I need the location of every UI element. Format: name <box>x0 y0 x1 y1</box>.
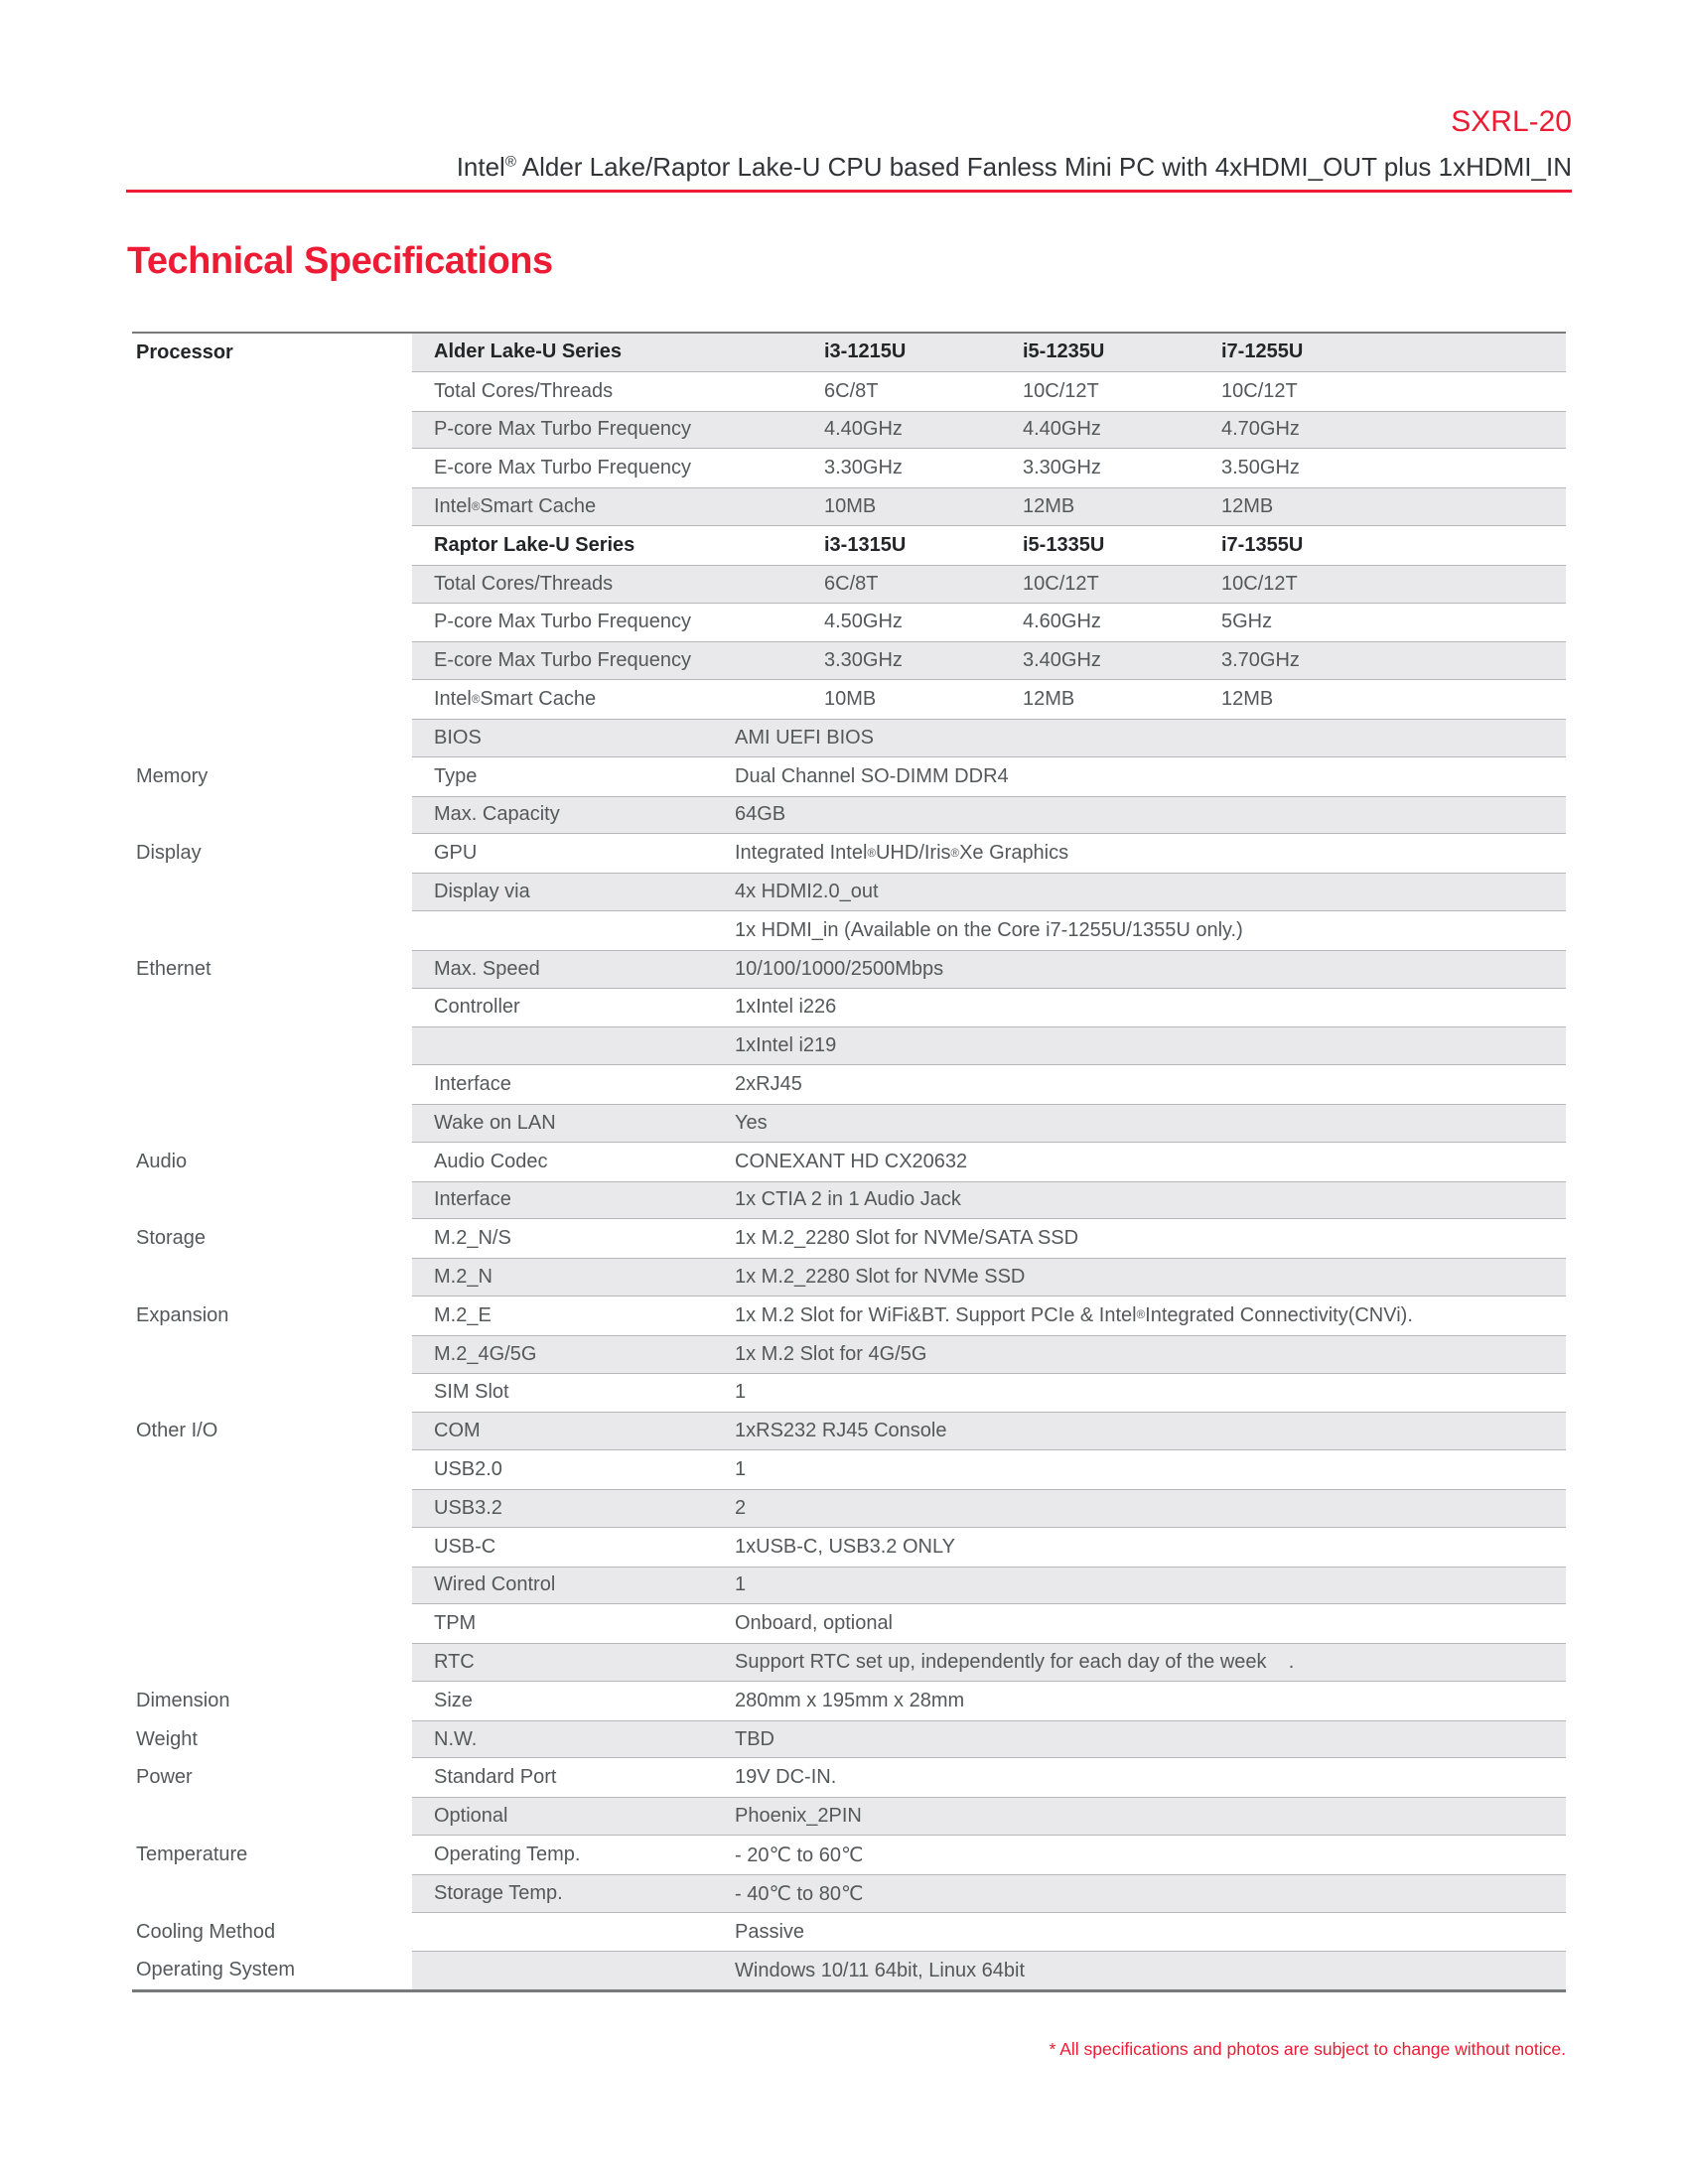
spec-value: 64GB <box>735 803 786 826</box>
spec-label: Display via <box>434 881 530 903</box>
spec-value: 1 <box>735 1458 747 1480</box>
category-label: Dimension <box>136 1689 230 1711</box>
spec-value: i5-1335U <box>1023 533 1105 556</box>
page-title: Technical Specifications <box>127 240 553 282</box>
spec-value: 12MB <box>1221 688 1274 711</box>
spec-label: Total Cores/Threads <box>434 379 614 402</box>
spec-value: 2 <box>735 1496 747 1519</box>
spec-value: 1xIntel i226 <box>735 996 837 1019</box>
table-row <box>132 1181 1566 1220</box>
spec-label: USB3.2 <box>434 1496 502 1519</box>
spec-label: E-core Max Turbo Frequency <box>434 649 691 672</box>
row-detail <box>412 1297 1566 1335</box>
row-detail <box>412 604 1566 642</box>
row-detail <box>412 1181 1566 1220</box>
table-row <box>132 989 1566 1027</box>
spec-label: BIOS <box>434 726 482 749</box>
spec-value: 1x M.2 Slot for 4G/5G <box>735 1342 927 1365</box>
spec-value: CONEXANT HD CX20632 <box>735 1150 968 1172</box>
table-row <box>132 526 1566 565</box>
category-label <box>132 989 412 1027</box>
spec-label: GPU <box>434 842 478 865</box>
spec-label: Interface <box>434 1073 511 1096</box>
spec-value: 4x HDMI2.0_out <box>735 881 879 903</box>
spec-value: 1 <box>735 1381 747 1404</box>
spec-value: 10C/12T <box>1221 379 1298 402</box>
row-detail <box>412 1643 1566 1682</box>
spec-label: M.2_N/S <box>434 1227 511 1250</box>
spec-label: Max. Capacity <box>434 803 560 826</box>
spec-value: 5GHz <box>1221 611 1273 633</box>
table-row <box>132 1797 1566 1836</box>
row-detail <box>412 950 1566 989</box>
table-row <box>132 1335 1566 1374</box>
spec-value: 1xIntel i219 <box>735 1034 837 1057</box>
table-row <box>132 1913 1566 1952</box>
spec-label: Size <box>434 1689 473 1711</box>
spec-value: 1x CTIA 2 in 1 Audio Jack <box>735 1188 961 1211</box>
table-row <box>132 1374 1566 1413</box>
spec-value: 3.70GHz <box>1221 649 1300 672</box>
spec-value: 6C/8T <box>824 379 879 402</box>
row-detail <box>412 1836 1566 1874</box>
spec-label: P-core Max Turbo Frequency <box>434 418 691 441</box>
spec-label: Audio Codec <box>434 1150 548 1172</box>
spec-value: 6C/8T <box>824 572 879 595</box>
category-label: Temperature <box>136 1843 248 1865</box>
table-row <box>132 1026 1566 1065</box>
spec-value: 12MB <box>1023 495 1075 518</box>
spec-label: TPM <box>434 1612 477 1635</box>
row-detail <box>412 1412 1566 1450</box>
category-label <box>132 526 412 565</box>
table-row <box>132 449 1566 487</box>
spec-value: i3-1315U <box>824 533 907 556</box>
table-row <box>132 1104 1566 1143</box>
category-label: Weight <box>136 1727 198 1750</box>
table-row <box>132 757 1566 796</box>
spec-value: 3.30GHz <box>1023 457 1101 479</box>
spec-value: 4.50GHz <box>824 611 903 633</box>
row-detail <box>412 1026 1566 1065</box>
table-row <box>132 1450 1566 1489</box>
spec-value: 10MB <box>824 495 877 518</box>
spec-label <box>412 911 735 950</box>
spec-label: Standard Port <box>434 1766 557 1789</box>
row-detail <box>412 1604 1566 1643</box>
table-row <box>132 950 1566 989</box>
product-subtitle: Intel® Alder Lake/Raptor Lake-U CPU based Fanless Mini PC with 4xHDMI_OUT plus 1xHDMI_IN <box>456 152 1572 182</box>
spec-value: 10C/12T <box>1221 572 1298 595</box>
category-label <box>132 1026 412 1065</box>
row-detail <box>412 1065 1566 1104</box>
spec-value: 4.40GHz <box>824 418 903 441</box>
spec-label: Type <box>434 764 478 787</box>
category-label <box>132 1643 412 1682</box>
category-label <box>132 1181 412 1220</box>
row-detail <box>412 1720 1566 1759</box>
category-label <box>132 641 412 680</box>
row-detail <box>412 757 1566 796</box>
row-detail <box>412 526 1566 565</box>
spec-value: 10C/12T <box>1023 379 1099 402</box>
spec-value: Onboard, optional <box>735 1612 894 1635</box>
category-label <box>132 449 412 487</box>
category-label <box>132 1335 412 1374</box>
table-row <box>132 796 1566 835</box>
row-detail <box>412 873 1566 911</box>
spec-label <box>412 1913 735 1952</box>
table-row <box>132 641 1566 680</box>
spec-value: 1xUSB-C, USB3.2 ONLY <box>735 1535 955 1558</box>
row-detail <box>412 834 1566 873</box>
table-row <box>132 834 1566 873</box>
spec-label: M.2_N <box>434 1266 492 1289</box>
spec-value: 1x HDMI_in (Available on the Core i7-1255U/1355U only.) <box>735 918 1243 941</box>
spec-value: 10/100/1000/2500Mbps <box>735 957 944 980</box>
table-row <box>132 1297 1566 1335</box>
table-row <box>132 719 1566 757</box>
row-detail <box>412 1528 1566 1567</box>
spec-value: TBD <box>735 1727 774 1750</box>
row-detail <box>412 680 1566 719</box>
table-row <box>132 1874 1566 1913</box>
table-row <box>132 1528 1566 1567</box>
spec-value: 1x M.2 Slot for WiFi&BT. Support PCIe & Intel ® Integrated Connectivity(CNVi). <box>735 1303 1413 1326</box>
category-label: Storage <box>136 1227 207 1250</box>
spec-table <box>132 332 1566 1992</box>
row-detail <box>412 1258 1566 1297</box>
row-detail <box>412 565 1566 604</box>
category-label <box>132 1528 412 1567</box>
category-label <box>132 1374 412 1413</box>
table-row <box>132 1065 1566 1104</box>
table-row <box>132 1143 1566 1181</box>
model-number: SXRL-20 <box>1451 105 1572 138</box>
table-row <box>132 911 1566 950</box>
row-detail <box>412 1143 1566 1181</box>
row-detail <box>412 1913 1566 1952</box>
table-row <box>132 1567 1566 1605</box>
row-detail <box>412 1682 1566 1720</box>
table-row <box>132 1604 1566 1643</box>
row-detail <box>412 487 1566 526</box>
category-label <box>132 1065 412 1104</box>
table-row <box>132 1951 1566 1989</box>
spec-value: Dual Channel SO-DIMM DDR4 <box>735 764 1009 787</box>
table-row <box>132 1219 1566 1258</box>
category-label <box>132 1797 412 1836</box>
spec-value: 10MB <box>824 688 877 711</box>
row-detail <box>412 1489 1566 1528</box>
spec-label: Alder Lake-U Series <box>434 341 622 363</box>
table-row <box>132 411 1566 450</box>
spec-value: 1 <box>735 1573 747 1596</box>
spec-value: 1x M.2_2280 Slot for NVMe/SATA SSD <box>735 1227 1079 1250</box>
spec-value: 1x M.2_2280 Slot for NVMe SSD <box>735 1266 1026 1289</box>
spec-label: M.2_4G/5G <box>434 1342 537 1365</box>
spec-value: 4.40GHz <box>1023 418 1101 441</box>
spec-value: 19V DC-IN. <box>735 1766 837 1789</box>
category-label: Memory <box>136 764 209 787</box>
spec-label <box>412 1027 735 1064</box>
category-label: Ethernet <box>136 957 211 980</box>
spec-label: Intel ® Smart Cache <box>434 495 597 518</box>
spec-value: 1xRS232 RJ45 Console <box>735 1420 947 1442</box>
category-label <box>132 1104 412 1143</box>
spec-value: 3.40GHz <box>1023 649 1101 672</box>
spec-value: i7-1255U <box>1221 341 1304 363</box>
row-detail <box>412 1219 1566 1258</box>
spec-value: 4.70GHz <box>1221 418 1300 441</box>
category-label <box>132 487 412 526</box>
spec-label: Wired Control <box>434 1573 556 1596</box>
category-label <box>132 1604 412 1643</box>
row-detail <box>412 1758 1566 1797</box>
spec-value: Integrated Intel ® UHD/Iris ® Xe Graphics <box>735 842 1069 865</box>
table-row <box>132 1412 1566 1450</box>
category-label: Operating System <box>136 1959 296 1981</box>
category-label <box>132 1489 412 1528</box>
row-detail <box>412 1104 1566 1143</box>
spec-value: Passive <box>735 1920 805 1943</box>
category-label <box>132 680 412 719</box>
spec-label: Wake on LAN <box>434 1111 556 1134</box>
spec-value: 12MB <box>1221 495 1274 518</box>
spec-value: Windows 10/11 64bit, Linux 64bit <box>735 1959 1026 1981</box>
row-detail <box>412 334 1566 372</box>
category-label <box>132 372 412 411</box>
spec-label: Storage Temp. <box>434 1881 563 1904</box>
spec-value: 3.50GHz <box>1221 457 1300 479</box>
category-label: Expansion <box>136 1303 229 1326</box>
row-detail <box>412 1797 1566 1836</box>
spec-label: E-core Max Turbo Frequency <box>434 457 691 479</box>
spec-value: 3.30GHz <box>824 457 903 479</box>
spec-label: USB2.0 <box>434 1458 502 1480</box>
spec-label: M.2_E <box>434 1303 492 1326</box>
table-row <box>132 487 1566 526</box>
row-detail <box>412 719 1566 757</box>
table-row <box>132 565 1566 604</box>
spec-value: i7-1355U <box>1221 533 1304 556</box>
table-row <box>132 1643 1566 1682</box>
footnote: * All specifications and photos are subject to change without notice. <box>1049 2039 1566 2059</box>
row-detail <box>412 1450 1566 1489</box>
spec-value: 2xRJ45 <box>735 1073 802 1096</box>
category-label: Power <box>136 1766 193 1789</box>
spec-value: Support RTC set up, independently for each day of the week . <box>735 1650 1295 1673</box>
row-detail <box>412 1874 1566 1913</box>
row-detail <box>412 1335 1566 1374</box>
category-label <box>132 1874 412 1913</box>
spec-value: Yes <box>735 1111 768 1134</box>
spec-label: N.W. <box>434 1727 478 1750</box>
table-row <box>132 1258 1566 1297</box>
table-row <box>132 372 1566 411</box>
spec-label: Max. Speed <box>434 957 540 980</box>
row-detail <box>412 641 1566 680</box>
spec-label: RTC <box>434 1650 475 1673</box>
spec-label: Total Cores/Threads <box>434 572 614 595</box>
header-rule <box>126 190 1572 193</box>
category-label: Processor <box>136 341 233 363</box>
spec-value: AMI UEFI BIOS <box>735 726 875 749</box>
spec-value: i5-1235U <box>1023 341 1105 363</box>
row-detail <box>412 1374 1566 1413</box>
category-label <box>132 565 412 604</box>
spec-label: Controller <box>434 996 520 1019</box>
category-label: Other I/O <box>136 1420 218 1442</box>
category-label <box>132 873 412 911</box>
row-detail <box>412 1951 1566 1989</box>
category-label: Cooling Method <box>136 1920 276 1943</box>
spec-label: Optional <box>434 1805 508 1828</box>
spec-label: SIM Slot <box>434 1381 509 1404</box>
table-row <box>132 1720 1566 1759</box>
row-detail <box>412 411 1566 450</box>
category-label <box>132 796 412 835</box>
category-label <box>132 411 412 450</box>
table-row <box>132 334 1566 372</box>
spec-label: COM <box>434 1420 481 1442</box>
row-detail <box>412 449 1566 487</box>
table-row <box>132 1836 1566 1874</box>
spec-label: Interface <box>434 1188 511 1211</box>
table-row <box>132 604 1566 642</box>
table-row <box>132 873 1566 911</box>
row-detail <box>412 796 1566 835</box>
row-detail <box>412 989 1566 1027</box>
spec-value: 10C/12T <box>1023 572 1099 595</box>
spec-label: P-core Max Turbo Frequency <box>434 611 691 633</box>
row-detail <box>412 1567 1566 1605</box>
spec-label: Raptor Lake-U Series <box>434 533 635 556</box>
spec-value: i3-1215U <box>824 341 907 363</box>
spec-value: 3.30GHz <box>824 649 903 672</box>
spec-value: 280mm x 195mm x 28mm <box>735 1689 965 1711</box>
category-label <box>132 1258 412 1297</box>
spec-label: Operating Temp. <box>434 1843 581 1865</box>
table-row <box>132 1682 1566 1720</box>
row-detail <box>412 911 1566 950</box>
spec-label: USB-C <box>434 1535 496 1558</box>
spec-value: - 20℃ to 60℃ <box>735 1843 864 1866</box>
category-label: Display <box>136 842 202 865</box>
spec-value: 12MB <box>1023 688 1075 711</box>
spec-label: Intel ® Smart Cache <box>434 688 597 711</box>
table-row <box>132 680 1566 719</box>
category-label <box>132 911 412 950</box>
spec-value: - 40℃ to 80℃ <box>735 1882 864 1905</box>
category-label: Audio <box>136 1150 188 1172</box>
spec-label <box>412 1952 735 1989</box>
spec-value: Phoenix_2PIN <box>735 1805 862 1828</box>
category-label <box>132 1567 412 1605</box>
category-label <box>132 1450 412 1489</box>
spec-value: 4.60GHz <box>1023 611 1101 633</box>
table-row <box>132 1758 1566 1797</box>
category-label <box>132 719 412 757</box>
table-row <box>132 1489 1566 1528</box>
row-detail <box>412 372 1566 411</box>
category-label <box>132 604 412 642</box>
